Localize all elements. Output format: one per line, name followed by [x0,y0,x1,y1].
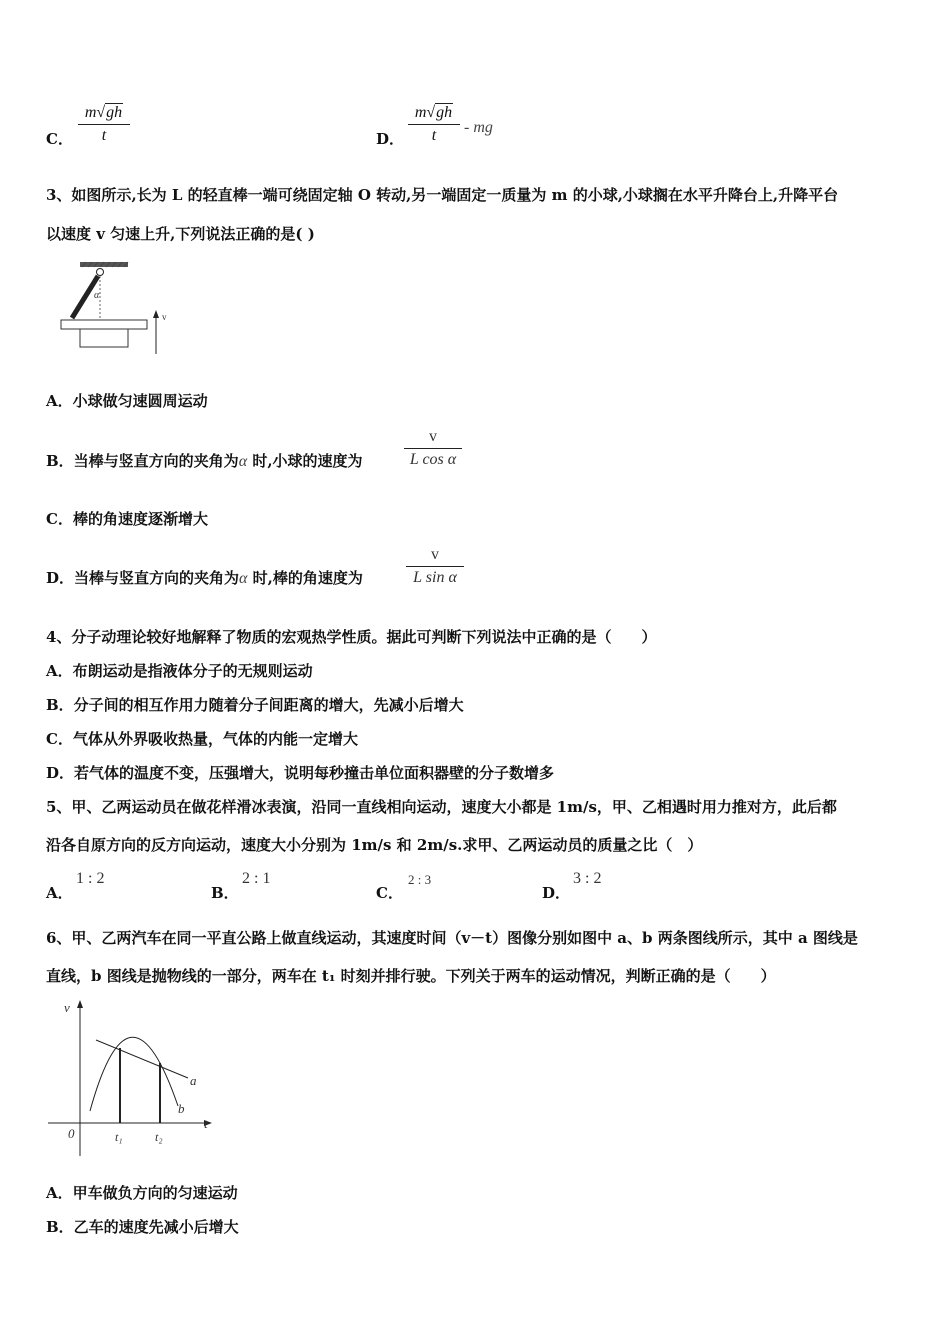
alpha-angle-label: α [94,290,100,301]
t2-label: t₂ [155,1130,163,1144]
q3-d-fraction [406,546,464,587]
t1-label: t₁ [115,1130,123,1144]
q2-d-num-gh: gh [436,104,453,121]
q3-option-c: C．棒的角速度逐渐增大 [46,510,208,528]
q4-option-c: C．气体从外界吸收热量，气体的内能一定增大 [46,730,358,748]
q3-option-b [46,451,363,472]
q5-stem-line1: 5、甲、乙两运动员在做花样滑冰表演，沿同一直线相向运动，速度大小都是 1m/s，甲、乙相遇时用力推对方，此后都 [46,798,837,816]
q2-d-suffix: - mg [464,119,493,136]
pivot-o [97,269,104,276]
q5-option-d-value: 3 : 2 [573,870,602,887]
q3-option-a: A．小球做匀速圆周运动 [46,392,208,410]
q3-d-alpha: α [239,570,248,587]
q3-rod-platform-figure [56,258,186,358]
v-axis-label: v [64,1000,70,1015]
q5-option-b-label: B． [211,884,239,902]
q3-stem-line1: 3、如图所示,长为 L 的轻直棒一端可绕固定轴 O 转动,另一端固定一质量为 m 的小球,小球搁在水平升降台上,升降平台 [46,186,839,204]
v-axis-arrow [77,1000,83,1008]
q3-stem-line2: 以速度 v 匀速上升,下列说法正确的是( ) [46,225,315,243]
line-a-label: a [190,1073,197,1088]
platform-base [80,329,128,347]
q2-c-num-m: m [84,104,97,121]
q4-option-b: B．分子间的相互作用力随着分子间距离的增大，先减小后增大 [46,696,464,714]
q6-option-b: B．乙车的速度先减小后增大 [46,1218,239,1236]
q3-b-den: L cos α [409,451,457,468]
q3-d-text: D．当棒与竖直方向的夹角为 [46,569,240,587]
q2-option-d-fraction: m√gh t [408,104,460,145]
q3-option-d [46,568,363,589]
q5-option-c-value: 2 : 3 [408,872,432,887]
q2-d-den: t [431,127,437,144]
q5-stem-line2: 沿各自原方向的反方向运动，速度大小分别为 1m/s 和 2m/s.求甲、乙两运动员的质量之比（ ） [46,836,703,854]
curve-b-label: b [178,1101,185,1116]
q3-d-den: L sin α [413,569,457,586]
q5-option-b-value: 2 : 1 [242,870,271,887]
curve-b [90,1037,178,1111]
q6-vt-graph [40,996,220,1161]
velocity-arrow-head [153,310,159,318]
q6-stem-line1: 6、甲、乙两汽车在同一平直公路上做直线运动，其速度时间（v－t）图像分别如图中 a、b 两条图线所示，其中 a 图线是 [46,929,858,947]
q2-c-den: t [101,127,107,144]
q3-b-text: B．当棒与竖直方向的夹角为 [46,452,239,470]
q4-option-a: A．布朗运动是指液体分子的无规则运动 [46,662,313,680]
q5-option-a-value: 1 : 2 [76,870,105,887]
q2-option-d-label: D． [376,130,405,148]
q6-option-a: A．甲车做负方向的匀速运动 [46,1184,238,1202]
q4-stem: 4、分子动理论较好地解释了物质的宏观热学性质。据此可判断下列说法中正确的是（ ） [46,628,657,646]
q4-option-d: D．若气体的温度不变，压强增大，说明每秒撞击单位面积器壁的分子数增多 [46,764,555,782]
q3-b-after: 时,小球的速度为 [247,452,363,470]
t-axis-label: t [204,1116,208,1131]
q6-stem-line2: 直线，b 图线是抛物线的一部分，两车在 t₁ 时刻并排行驶。下列关于两车的运动情况，判断正确的是（ ） [46,967,776,985]
velocity-label: v [162,312,167,322]
q2-option-c-label: C． [46,130,73,148]
q5-option-d-label: D． [542,884,571,902]
q5-option-a-label: A． [46,884,73,902]
platform-top [61,320,147,329]
line-a [96,1040,188,1078]
q2-c-num-gh: gh [106,104,123,121]
q3-b-fraction [404,428,462,469]
q2-d-num-m: m [414,104,427,121]
q5-option-c-label: C． [376,884,403,902]
q2-option-c-fraction: m√gh t [78,104,130,145]
q3-b-num: v [429,428,437,445]
q3-d-num: v [431,546,439,563]
q3-d-after: 时,棒的角速度为 [247,569,363,587]
origin-label: 0 [68,1126,75,1141]
q3-b-alpha: α [238,453,248,470]
